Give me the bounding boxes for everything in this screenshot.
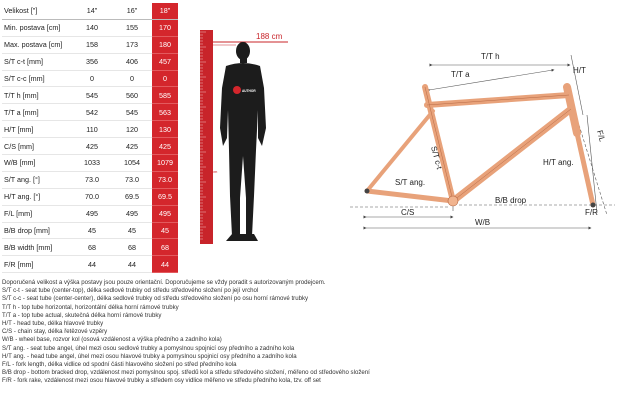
size-table <box>2 3 178 273</box>
legend-line: F/L - fork length, délka vidlice od spodní části hlavového složení po střed předního kola <box>2 361 237 369</box>
table-row <box>2 171 178 188</box>
row-label: S/T c-c [mm] <box>2 70 72 87</box>
size-16-value: 545 <box>112 104 152 121</box>
label-tt-h: T/T h <box>481 52 500 61</box>
jersey-brand-text: AUTHOR <box>242 89 256 93</box>
head-tube <box>567 87 577 133</box>
size-18-value: 425 <box>152 138 178 155</box>
rider-height-figure <box>196 28 336 246</box>
size-18-value: 69.5 <box>152 188 178 205</box>
table-row <box>2 19 178 36</box>
front-axle <box>591 203 596 208</box>
height-mark-label: 188 cm <box>256 32 283 41</box>
label-tt-a: T/T a <box>451 70 470 79</box>
size-14-value: 495 <box>72 205 112 222</box>
size-18-value: 495 <box>152 205 178 222</box>
legend-line: F/R - fork rake, vzdálenost mezi osou hlavové trubky a středem osy vidlice měřeno ve středu předního kola, tzv. off set <box>2 377 321 385</box>
legend-line: H/T ang. - head tube angel, úhel mezi osou hlavové trubky a pomyslnou spojnicí osy předního a zadního kola <box>2 352 297 360</box>
size-14-value: 70.0 <box>72 188 112 205</box>
size-14-value: 73.0 <box>72 171 112 188</box>
table-row <box>2 104 178 121</box>
geometry-legend <box>2 279 442 386</box>
size-16-value: 155 <box>112 19 152 36</box>
size-18-value: 0 <box>152 70 178 87</box>
size-14-value: 425 <box>72 138 112 155</box>
row-label: B/B drop [mm] <box>2 222 72 239</box>
size-14-value: 44 <box>72 256 112 273</box>
size-14-value: 140 <box>72 19 112 36</box>
size-18-value: 68 <box>152 239 178 256</box>
bike-frame <box>367 87 593 205</box>
table-header-row <box>2 3 178 19</box>
table-row <box>2 87 178 104</box>
ruler-unit-label: cm <box>212 169 218 174</box>
size-14-value: 545 <box>72 87 112 104</box>
size-18-value: 457 <box>152 53 178 70</box>
label-bb-drop: B/B drop <box>495 196 527 205</box>
size-18-value: 170 <box>152 19 178 36</box>
table-row <box>2 239 178 256</box>
table-row <box>2 155 178 172</box>
table-row <box>2 205 178 222</box>
header-size-16: 16" <box>112 3 152 19</box>
row-label: F/R [mm] <box>2 256 72 273</box>
rider-silhouette <box>220 42 266 241</box>
bottom-bracket <box>448 196 458 206</box>
size-18-value: 563 <box>152 104 178 121</box>
size-14-value: 68 <box>72 239 112 256</box>
size-16-value: 68 <box>112 239 152 256</box>
frame-geometry-diagram <box>345 35 625 235</box>
row-label: Min. postava [cm] <box>2 19 72 36</box>
size-16-value: 1054 <box>112 155 152 172</box>
size-16-value: 45 <box>112 222 152 239</box>
label-fl: F/L <box>595 129 607 143</box>
size-18-value: 45 <box>152 222 178 239</box>
legend-line: W/B - wheel base, rozvor kol (osová vzdálenost a výška předního a zadního kola) <box>2 336 222 344</box>
size-14-value: 158 <box>72 36 112 53</box>
table-row <box>2 121 178 138</box>
row-label: T/T h [mm] <box>2 87 72 104</box>
header-size-18: 18" <box>152 3 178 19</box>
size-18-value: 180 <box>152 36 178 53</box>
size-16-value: 69.5 <box>112 188 152 205</box>
size-16-value: 44 <box>112 256 152 273</box>
row-label: F/L [mm] <box>2 205 72 222</box>
row-label: H/T [mm] <box>2 121 72 138</box>
dimension-lines <box>350 55 615 228</box>
size-16-value: 173 <box>112 36 152 53</box>
size-16-value: 73.0 <box>112 171 152 188</box>
size-14-value: 110 <box>72 121 112 138</box>
label-ht: H/T <box>573 66 586 75</box>
size-16-value: 0 <box>112 70 152 87</box>
legend-line: T/T a - top tube actual, skutečná délka horní rámové trubky <box>2 311 162 319</box>
size-18-value: 130 <box>152 121 178 138</box>
header-size-14: 14" <box>72 3 112 19</box>
table-row <box>2 256 178 273</box>
label-ht-ang: H/T ang. <box>543 158 574 167</box>
header-size-label: Velikost ["] <box>2 3 72 19</box>
legend-line: B/B drop - bottom bracked drop, vzdálenost mezi pomyslnou spoj. středů kol a středu středového složení, měřeno od středového složení <box>2 369 370 377</box>
legend-line: H/T - head tube, délka hlavové trubky <box>2 320 104 328</box>
size-14-value: 0 <box>72 70 112 87</box>
table-row <box>2 53 178 70</box>
table-row <box>2 138 178 155</box>
size-16-value: 120 <box>112 121 152 138</box>
size-18-value: 44 <box>152 256 178 273</box>
size-14-value: 45 <box>72 222 112 239</box>
legend-line: T/T h - top tube horizontal, horizontální délka horní rámové trubky <box>2 303 179 311</box>
size-16-value: 425 <box>112 138 152 155</box>
label-fr: F/R <box>585 208 598 217</box>
jersey-logo-icon <box>233 86 241 94</box>
size-16-value: 560 <box>112 87 152 104</box>
size-16-value: 406 <box>112 53 152 70</box>
table-row <box>2 36 178 53</box>
legend-line: C/S - chain stay, délka řetězové vzpěry <box>2 328 108 336</box>
row-label: S/T c-t [mm] <box>2 53 72 70</box>
size-14-value: 542 <box>72 104 112 121</box>
chain-stay <box>367 191 453 201</box>
legend-line: S/T c-t - seat tube (center-top), délka sedlové trubky od středu středového složení po její vrchol <box>2 287 259 295</box>
size-18-value: 585 <box>152 87 178 104</box>
table-row <box>2 70 178 87</box>
row-label: C/S [mm] <box>2 138 72 155</box>
row-label: Max. postava [cm] <box>2 36 72 53</box>
row-label: S/T ang. [°] <box>2 171 72 188</box>
size-14-value: 1033 <box>72 155 112 172</box>
legend-line: Doporučená velikost a výška postavy jsou pouze orientační. Doporučujeme se vždy poradit s autorizovaným prodejcem. <box>2 279 326 286</box>
size-18-value: 1079 <box>152 155 178 172</box>
row-label: T/T a [mm] <box>2 104 72 121</box>
legend-line: S/T ang. - seat tube angel, úhel mezi osou sedlové trubky a pomyslnou spojnicí osy předního a zadního kola <box>2 344 295 352</box>
table-row <box>2 222 178 239</box>
label-wb: W/B <box>475 218 491 227</box>
label-cs: C/S <box>401 208 415 217</box>
size-18-value: 73.0 <box>152 171 178 188</box>
rear-axle <box>365 189 370 194</box>
size-16-value: 495 <box>112 205 152 222</box>
label-st-ct: S/T c-t <box>429 145 444 171</box>
size-14-value: 356 <box>72 53 112 70</box>
legend-line: S/T c-c - seat tube (center-center), délka sedlové trubky od středu středového složení po osu horní rámové trubky <box>2 295 309 303</box>
row-label: B/B width [mm] <box>2 239 72 256</box>
table-row <box>2 188 178 205</box>
label-st-ang: S/T ang. <box>395 178 426 187</box>
row-label: W/B [mm] <box>2 155 72 172</box>
fork-blade <box>577 133 593 205</box>
row-label: H/T ang. [°] <box>2 188 72 205</box>
